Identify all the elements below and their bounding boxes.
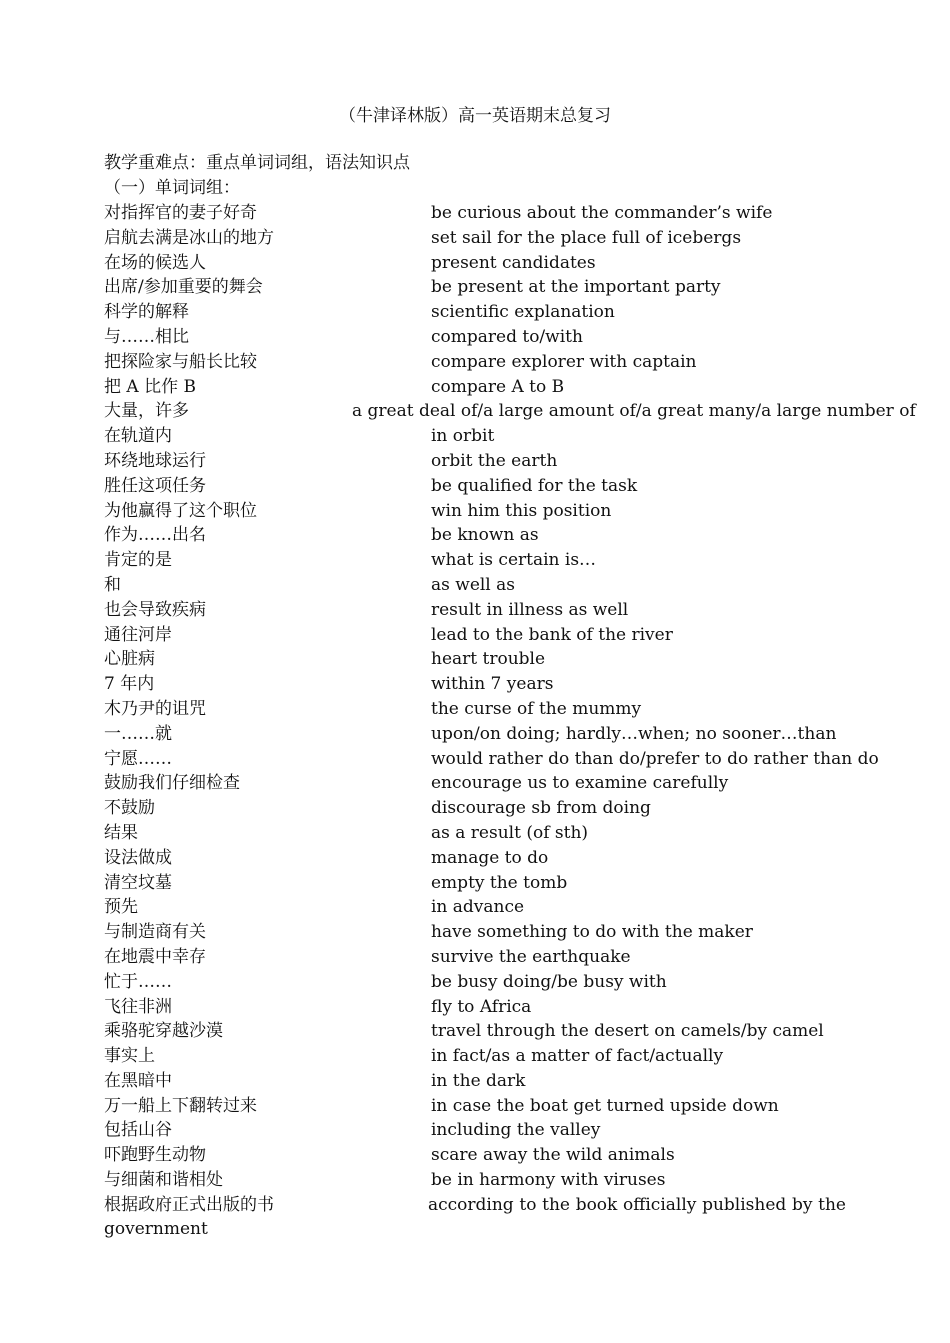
vocab-english: manage to do [431,847,549,868]
vocab-chinese: 环绕地球运行 [104,450,206,471]
vocab-row [104,573,846,598]
vocab-english: have something to do with the maker [431,922,753,943]
vocab-english: be known as [431,525,539,546]
vocab-english: be present at the important party [431,277,721,298]
vocab-row [104,771,846,796]
vocab-row [104,920,846,945]
vocab-chinese: 作为……出名 [104,525,206,546]
vocab-row [104,474,846,499]
vocab-chinese: 事实上 [104,1046,155,1067]
vocab-english: scientific explanation [431,302,615,323]
vocab-row [104,275,846,300]
vocab-row [104,871,846,896]
vocab-english: what is certain is… [431,550,597,571]
vocab-english: encourage us to examine carefully [431,773,729,794]
vocab-chinese: 万一船上下翻转过来 [104,1095,257,1116]
vocab-chinese: 7 年内 [104,674,155,695]
vocab-english: as a result (of sth) [431,822,589,843]
vocab-chinese: 吓跑野生动物 [104,1145,206,1166]
vocab-english: orbit the earth [431,450,558,471]
vocab-row [104,846,846,871]
vocab-english: in orbit [431,426,495,447]
vocab-chinese: 与……相比 [104,326,189,347]
vocab-english: compared to/with [431,326,583,347]
vocab-row [104,548,846,573]
section-heading: （一）单词词组： [104,178,240,198]
vocab-row [104,1143,846,1168]
vocab-english: the curse of the mummy [431,698,642,719]
vocab-english: within 7 years [431,674,554,695]
vocab-row [104,449,846,474]
vocab-row [104,325,846,350]
vocab-row [104,1193,846,1218]
vocab-row [104,747,879,772]
vocab-row [104,598,846,623]
vocab-row [104,1168,846,1193]
vocab-english: a great deal of/a large amount of/a great many/a large number of [352,401,916,422]
vocab-row [104,251,846,276]
vocab-chinese: 预先 [104,897,138,918]
vocab-english: set sail for the place full of icebergs [431,227,742,248]
vocab-english: in case the boat get turned upside down [431,1095,779,1116]
vocab-chinese: 在场的候选人 [104,252,206,273]
vocab-english: heart trouble [431,649,546,670]
vocab-chinese: 设法做成 [104,847,172,868]
vocab-english: be curious about the commander’s wife [431,203,773,223]
vocab-chinese: 在轨道内 [104,426,172,447]
vocab-row [104,499,846,524]
vocab-chinese: 和 [104,574,121,595]
vocab-row [104,796,846,821]
vocab-chinese: 为他赢得了这个职位 [104,500,257,521]
vocab-row [104,623,846,648]
vocab-chinese: 结果 [104,822,138,843]
vocab-chinese: 在地震中幸存 [104,946,206,967]
vocab-row [104,399,916,424]
vocab-row [104,647,846,672]
vocab-english: scare away the wild animals [431,1145,675,1166]
focus-line: 教学重难点：重点单词词组，语法知识点 [104,153,410,173]
vocab-english: upon/on doing; hardly…when; no sooner…than [431,723,837,744]
vocab-english: fly to Africa [431,996,532,1017]
vocab-chinese: 忙于…… [104,971,172,992]
vocab-chinese: 把探险家与船长比较 [104,351,257,372]
vocab-chinese: 胜任这项任务 [104,475,206,496]
vocab-chinese: 心脏病 [104,649,155,670]
vocab-english: present candidates [431,252,596,273]
vocab-english: be in harmony with viruses [431,1170,666,1191]
vocab-english: be qualified for the task [431,475,638,496]
page-title: （牛津译林版）高一英语期末总复习 [339,106,611,126]
vocab-chinese: 根据政府正式出版的书 [104,1194,274,1215]
vocab-chinese: 飞往非洲 [104,996,172,1017]
vocab-chinese: 启航去满是冰山的地方 [104,227,274,248]
vocab-row [104,821,846,846]
vocab-row [104,300,846,325]
vocab-row [104,1118,846,1143]
vocab-row [104,424,846,449]
vocab-chinese: 也会导致疾病 [104,599,206,620]
vocab-row [104,1069,846,1094]
vocab-chinese: 不鼓励 [104,798,155,819]
vocab-row [104,945,846,970]
vocab-chinese: 包括山谷 [104,1120,172,1141]
vocab-english: in fact/as a matter of fact/actually [431,1046,724,1067]
vocab-english: empty the tomb [431,872,568,893]
vocab-english: compare explorer with captain [431,351,697,372]
vocab-chinese: 大量，许多 [104,401,189,422]
vocab-english: be busy doing/be busy with [431,971,667,992]
vocab-chinese: 与细菌和谐相处 [104,1170,223,1191]
vocab-chinese: 肯定的是 [104,550,172,571]
vocab-row [104,1044,846,1069]
vocab-english: travel through the desert on camels/by camel [431,1021,824,1042]
vocab-english: according to the book officially published by the [428,1194,846,1215]
vocab-chinese: 木乃尹的诅咒 [104,698,206,719]
vocab-english: survive the earthquake [431,946,631,967]
vocab-row [104,350,846,375]
vocab-row [104,375,846,400]
vocab-english: in advance [431,897,525,918]
vocab-row [104,672,846,697]
vocab-english: in the dark [431,1070,526,1091]
vocab-english: including the valley [431,1120,601,1141]
vocab-chinese: 鼓励我们仔细检查 [104,773,240,794]
vocab-row [104,995,846,1020]
vocab-row [104,1019,846,1044]
vocab-english: as well as [431,574,516,595]
vocab-row [104,895,846,920]
vocab-english: result in illness as well [431,599,629,620]
vocab-chinese: 与制造商有关 [104,922,206,943]
vocab-row [104,523,846,548]
vocab-row [104,1094,846,1119]
vocab-chinese: 在黑暗中 [104,1070,172,1091]
vocab-english: compare A to B [431,376,565,397]
vocab-chinese: 把 A 比作 B [104,376,196,397]
vocab-row [104,226,846,251]
vocab-chinese: 乘骆驼穿越沙漠 [104,1021,223,1042]
vocab-row [104,722,846,747]
vocab-row [104,201,846,226]
vocab-english: discourage sb from doing [431,798,651,819]
vocab-chinese: 一……就 [104,723,172,744]
vocab-chinese: 科学的解释 [104,302,189,323]
vocab-continuation: government [104,1219,208,1239]
vocab-row [104,697,846,722]
vocab-english: lead to the bank of the river [431,624,673,645]
vocab-chinese: 宁愿…… [104,748,172,769]
vocabulary-list [104,201,916,1218]
vocab-chinese: 通往河岸 [104,624,172,645]
vocab-english: would rather do than do/prefer to do rather than do [431,748,879,769]
vocab-english: win him this position [431,500,612,521]
vocab-chinese: 对指挥官的妻子好奇 [104,203,257,223]
vocab-chinese: 清空坟墓 [104,872,172,893]
vocab-chinese: 出席/参加重要的舞会 [104,277,263,298]
vocab-row [104,970,846,995]
